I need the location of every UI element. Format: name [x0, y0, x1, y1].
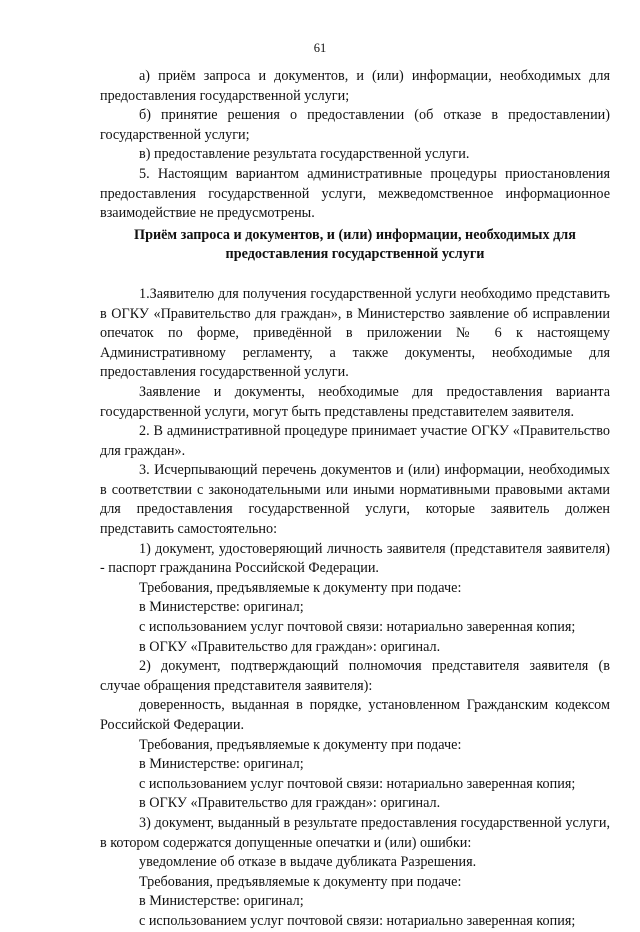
paragraph: 2. В административной процедуре принимает участие ОГКУ «Правительство для граждан».: [100, 423, 610, 459]
section-heading: Приём запроса и документов, и (или) информации, необходимых для предоставления государственной услуги: [134, 226, 576, 263]
paragraph: б) принятие решения о предоставлении (об отказе в предоставлении) государственной услуги;: [100, 107, 610, 143]
paragraph: 1.Заявителю для получения государственной услуги необходимо представить в ОГКУ «Правительство для граждан», в Министерство заявление об исправлении опечаток по форме, приведённой в приложении № 6 к настоящему Административному регламенту, а также документы, необходимые для предоставления государственной услуги.: [100, 285, 610, 381]
paragraph: доверенность, выданная в порядке, установленном Гражданским кодексом Российской Федерации.: [100, 697, 610, 733]
paragraph: 1) документ, удостоверяющий личность заявителя (представителя заявителя) - паспорт гражданина Российской Федерации.: [100, 540, 610, 577]
paragraph: а) приём запроса и документов, и (или) информации, необходимых для предоставления государственной услуги;: [100, 68, 610, 104]
paragraph: 2) документ, подтверждающий полномочия представителя заявителя (в случае обращения представителя заявителя):: [100, 658, 610, 694]
paragraph: Требования, предъявляемые к документу при подаче:: [139, 579, 462, 596]
paragraph: в ОГКУ «Правительство для граждан»: оригинал.: [139, 795, 441, 812]
paragraph: уведомление об отказе в выдаче дубликата Разрешения.: [139, 854, 477, 871]
paragraph: в Министерстве: оригинал;: [139, 599, 304, 616]
paragraph: с использованием услуг почтовой связи: нотариально заверенная копия;: [139, 912, 576, 929]
paragraph: в ОГКУ «Правительство для граждан»: оригинал.: [139, 638, 441, 655]
paragraph: 3) документ, выданный в результате предоставления государственной услуги, в котором содержатся допущенные опечатки и (или) ошибки:: [100, 814, 610, 851]
paragraph: 3. Исчерпывающий перечень документов и (или) информации, необходимых в соответствии с законодательными или иными нормативными правовыми актами для предоставления государственной услуги, которые заявитель должен представить самостоятельно:: [100, 462, 610, 538]
paragraph: в Министерстве: оригинал;: [139, 756, 304, 773]
paragraph: в Министерстве: оригинал;: [139, 893, 304, 910]
paragraph: Заявление и документы, необходимые для предоставления варианта государственной услуги, могут быть представлены представителем заявителя.: [100, 383, 610, 420]
paragraph: 5. Настоящим вариантом административные процедуры приостановления предоставления государственной услуги, межведомственное информационное взаимодействие не предусмотрены.: [100, 165, 610, 222]
paragraph: Требования, предъявляемые к документу при подаче:: [139, 873, 462, 890]
paragraph: с использованием услуг почтовой связи: нотариально заверенная копия;: [139, 619, 576, 636]
paragraph: в) предоставление результата государственной услуги.: [139, 146, 470, 163]
page-content: [100, 67, 610, 932]
spacer: [100, 265, 610, 285]
paragraph: Требования, предъявляемые к документу при подаче:: [139, 736, 462, 753]
page-number: 61: [313, 41, 327, 55]
paragraph: с использованием услуг почтовой связи: нотариально заверенная копия;: [139, 775, 576, 792]
